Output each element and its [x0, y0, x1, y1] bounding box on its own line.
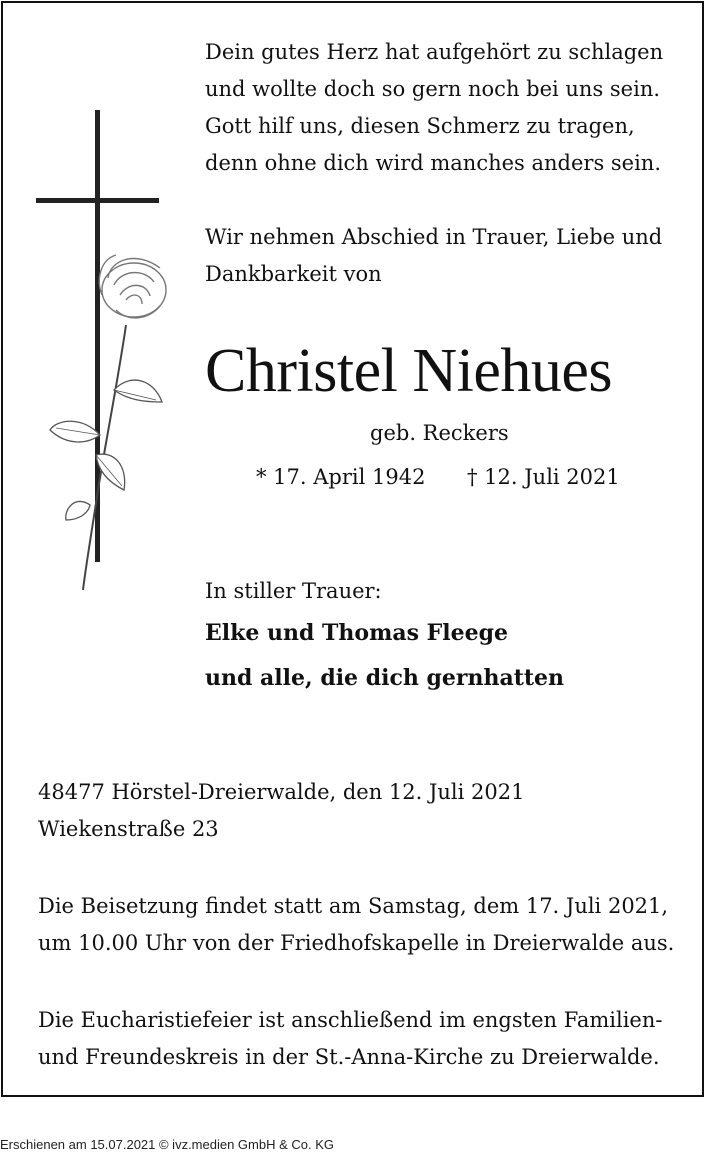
eucharist-line: Die Eucharistiefeier ist anschließend im engsten Familien-	[38, 1008, 663, 1032]
poem-line: denn ohne dich wird manches anders sein.	[205, 151, 662, 175]
mourner-others: und alle, die dich gernhatten	[205, 665, 565, 691]
poem	[205, 34, 663, 182]
deceased-name: Christel Niehues	[205, 337, 612, 405]
farewell-intro	[205, 219, 662, 293]
birth-date: * 17. April 1942	[256, 465, 426, 489]
address-block	[38, 774, 525, 848]
funeral-line: Die Beisetzung findet statt am Samstag, dem 17. Juli 2021,	[38, 894, 669, 918]
birth-name: geb. Reckers	[370, 421, 509, 445]
death-date: † 12. Juli 2021	[467, 465, 620, 489]
funeral-notice	[38, 888, 674, 962]
mourners-heading: In stiller Trauer:	[205, 579, 382, 603]
eucharist-notice	[38, 1002, 662, 1076]
poem-line: Dein gutes Herz hat aufgehört zu schlagen	[205, 40, 664, 64]
cross-with-rose-icon	[36, 110, 171, 600]
eucharist-line: und Freundeskreis in der St.-Anna-Kirche zu Dreierwalde.	[38, 1045, 660, 1069]
mourner-names: Elke und Thomas Fleege	[205, 620, 509, 646]
address-line: 48477 Hörstel-Dreierwalde, den 12. Juli 2021	[38, 780, 525, 804]
poem-line: und wollte doch so gern noch bei uns sein.	[205, 77, 661, 101]
intro-line: Wir nehmen Abschied in Trauer, Liebe und	[205, 225, 663, 249]
publication-footer: Erschienen am 15.07.2021 © ivz.medien GmbH & Co. KG	[0, 1137, 335, 1152]
address-line: Wiekenstraße 23	[38, 817, 219, 841]
funeral-line: um 10.00 Uhr von der Friedhofskapelle in Dreierwalde aus.	[38, 931, 675, 955]
intro-line: Dankbarkeit von	[205, 262, 382, 286]
poem-line: Gott hilf uns, diesen Schmerz zu tragen,	[205, 114, 635, 138]
